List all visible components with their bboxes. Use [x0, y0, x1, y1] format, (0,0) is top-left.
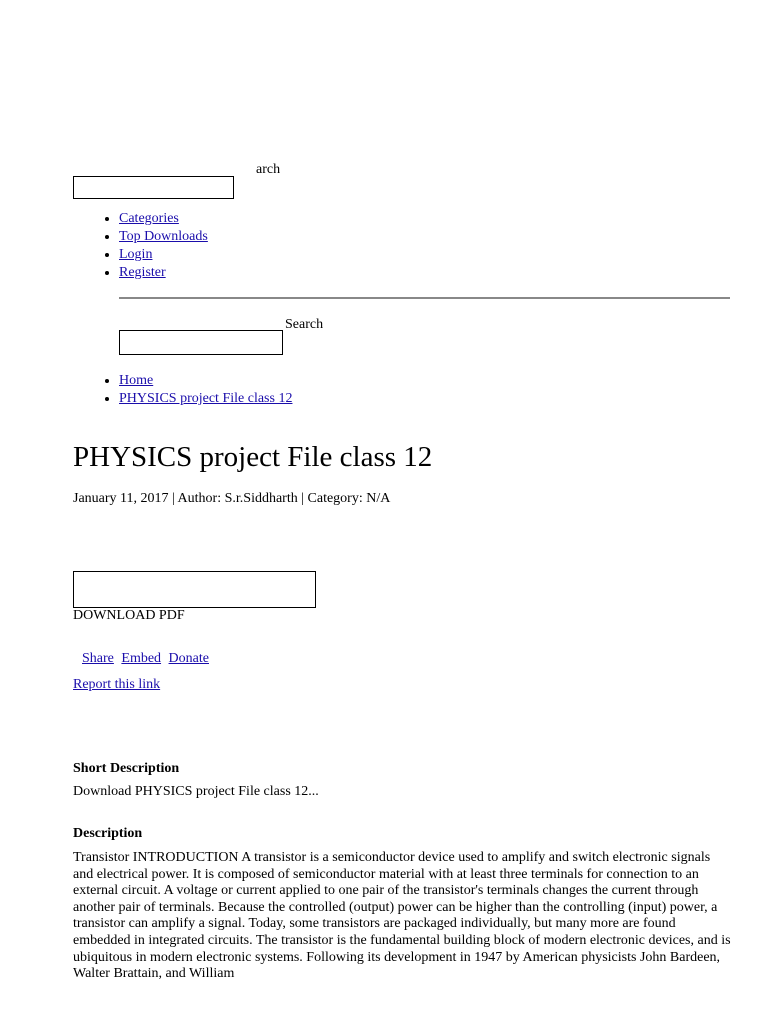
report-row [73, 677, 160, 693]
main-nav [73, 210, 208, 282]
donate-link[interactable]: Donate [168, 651, 209, 666]
nav-item-top-downloads [119, 228, 208, 246]
header-search-input[interactable] [73, 176, 234, 199]
nav-divider [119, 297, 730, 299]
embed-link[interactable]: Embed [121, 651, 162, 666]
header-search [73, 160, 373, 205]
breadcrumb-item-current [119, 390, 292, 408]
nav-link-categories[interactable]: Categories [119, 211, 179, 226]
nav-item-login [119, 246, 208, 264]
nav-item-categories [119, 210, 208, 228]
nav-item-register [119, 264, 208, 282]
secondary-search [119, 316, 379, 361]
report-link[interactable]: Report this link [73, 677, 161, 692]
download-button-box[interactable] [73, 571, 316, 608]
breadcrumb-link-home[interactable]: Home [119, 373, 154, 388]
download-pdf-label[interactable]: DOWNLOAD PDF [73, 608, 185, 623]
secondary-search-input[interactable] [119, 330, 283, 355]
header-search-label: arch [256, 162, 281, 177]
document-meta: January 11, 2017 | Author: S.r.Siddharth | Category: N/A [73, 491, 391, 506]
nav-link-register[interactable]: Register [119, 265, 166, 280]
page-title: PHYSICS project File class 12 [73, 441, 433, 473]
short-description-text: Download PHYSICS project File class 12... [73, 784, 319, 799]
description-text: Transistor INTRODUCTION A transistor is a semiconductor device used to amplify and switch electronic signals and electrical power. It is composed of semiconductor material with at least three terminals for connection to an external circuit. A voltage or current applied to one pair of the transistor's terminals changes the current through another pair of terminals. Because the controlled (output) power can be higher than the controlling (input) power, a transistor can amplify a signal. Today, some transistors are packaged individually, but many more are found embedded in integrated circuits. The transistor is the fundamental building block of modern electronic devices, and is ubiquitous in modern electronic systems. Following its development in 1947 by American physicists John Bardeen, Walter Brattain, and William [73, 850, 731, 982]
breadcrumb-link-current[interactable]: PHYSICS project File class 12 [119, 391, 293, 406]
share-row [82, 651, 213, 667]
description-heading: Description [73, 826, 143, 841]
breadcrumb [73, 372, 292, 408]
secondary-search-label: Search [285, 317, 324, 332]
breadcrumb-item-home [119, 372, 292, 390]
short-description-heading: Short Description [73, 761, 180, 776]
nav-link-login[interactable]: Login [119, 247, 153, 262]
share-link[interactable]: Share [82, 651, 114, 666]
nav-link-top-downloads[interactable]: Top Downloads [119, 229, 208, 244]
